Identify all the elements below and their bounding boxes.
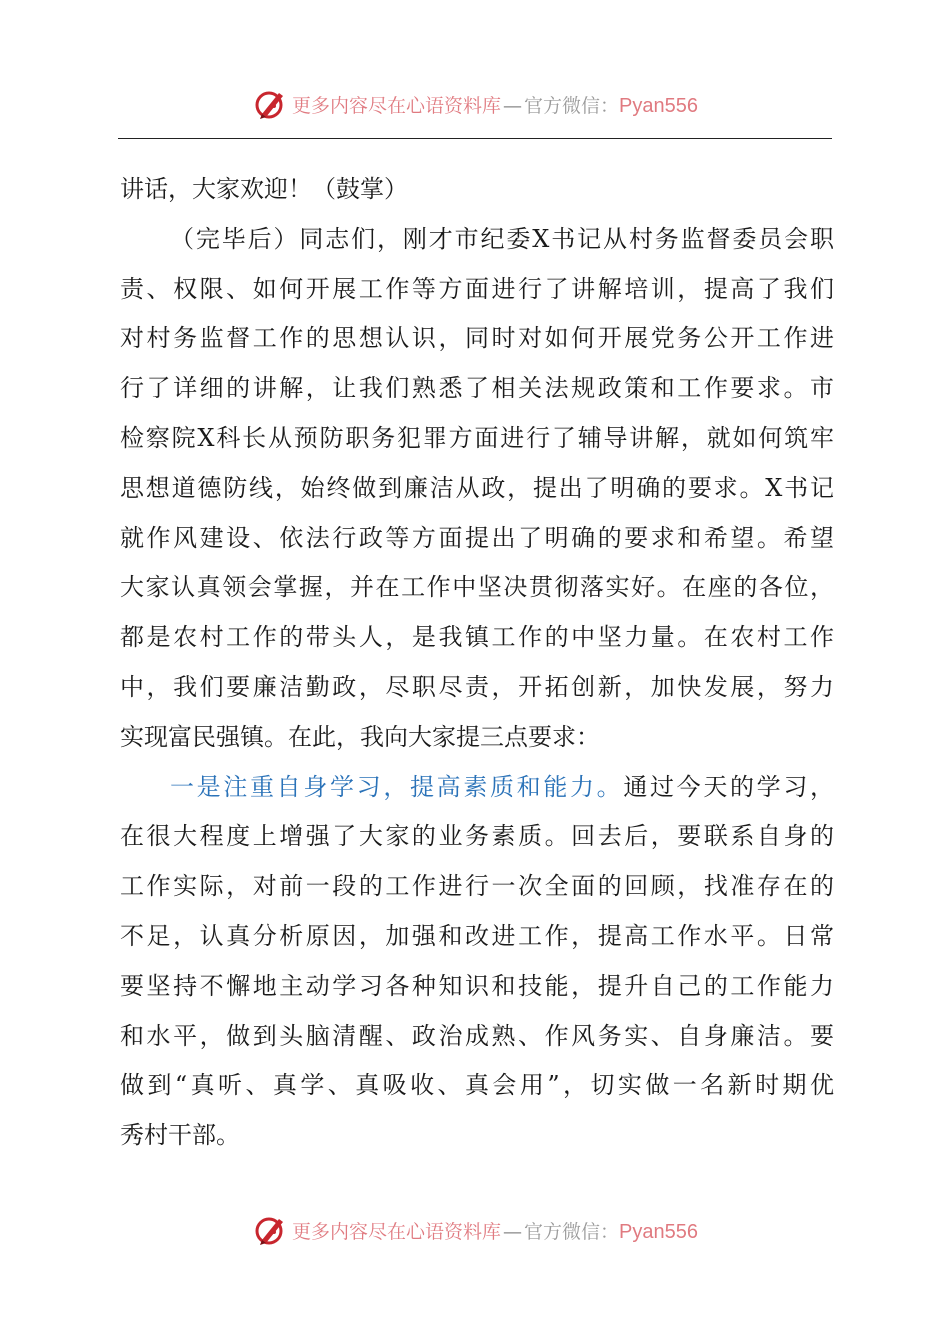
text-line: 都是农村工作的带头人，是我镇工作的中坚力量。在农村工作 <box>120 623 834 652</box>
header-dash: — <box>503 94 523 117</box>
header-wechat-label: 官方微信： <box>524 94 620 117</box>
header-divider <box>118 138 832 139</box>
text-line: 要坚持不懈地主动学习各种知识和技能，提升自己的工作能力 <box>120 971 834 1000</box>
text-line: 就作风建设、依法行政等方面提出了明确的要求和希望。希望 <box>120 523 834 552</box>
point-one-line <box>120 763 834 813</box>
text-line: 和水平，做到头脑清醒、政治成熟、作风务实、自身廉洁。要 <box>120 1021 834 1050</box>
footer-wechat-label: 官方微信： <box>524 1220 620 1243</box>
text-line: （完毕后）同志们，刚才市纪委X书记从村务监督委员会职 <box>170 224 834 253</box>
text-line: 不足，认真分析原因，加强和改进工作，提高工作水平。日常 <box>120 921 834 950</box>
header-site-name: 更多内容尽在心语资料库 <box>292 94 502 117</box>
text-line: 讲话，大家欢迎！（鼓掌） <box>120 175 408 203</box>
footer-site-name: 更多内容尽在心语资料库 <box>292 1220 502 1243</box>
text-line: 秀村干部。 <box>120 1121 240 1150</box>
text-line: 责、权限、如何开展工作等方面进行了讲解培训，提高了我们 <box>120 274 834 303</box>
text-line: 思想道德防线，始终做到廉洁从政，提出了明确的要求。X书记 <box>120 473 834 502</box>
text-line: 做到“真听、真学、真吸收、真会用”，切实做一名新时期优 <box>120 1071 834 1100</box>
text-line: 大家认真领会掌握，并在工作中坚决贯彻落实好。在座的各位， <box>120 573 834 602</box>
pen-logo-icon <box>252 86 288 122</box>
point-one-heading: 一是注重自身学习，提高素质和能力。 <box>170 772 624 801</box>
footer-banner-text <box>292 1217 698 1244</box>
footer-banner <box>0 1210 950 1250</box>
header-banner-text <box>292 91 698 118</box>
text-line: 检察院X科长从预防职务犯罪方面进行了辅导讲解，就如何筑牢 <box>120 423 834 452</box>
footer-wechat-id: Pyan556 <box>619 1220 698 1243</box>
text-line: 行了详细的讲解，让我们熟悉了相关法规政策和工作要求。市 <box>120 374 834 403</box>
document-body <box>120 165 834 1161</box>
footer-dash: — <box>503 1220 523 1243</box>
header-wechat-id: Pyan556 <box>619 94 698 117</box>
text-line: 在很大程度上增强了大家的业务素质。回去后，要联系自身的 <box>120 822 834 851</box>
text-line: 工作实际，对前一段的工作进行一次全面的回顾，找准存在的 <box>120 872 834 901</box>
text-line: 中，我们要廉洁勤政，尽职尽责，开拓创新，加快发展，努力 <box>120 672 834 701</box>
pen-logo-icon <box>252 1212 288 1248</box>
text-line: 对村务监督工作的思想认识，同时对如何开展党务公开工作进 <box>120 324 834 353</box>
point-one-text: 通过今天的学习， <box>623 772 835 801</box>
text-line: 实现富民强镇。在此，我向大家提三点要求： <box>120 722 600 751</box>
header-banner <box>0 84 950 124</box>
